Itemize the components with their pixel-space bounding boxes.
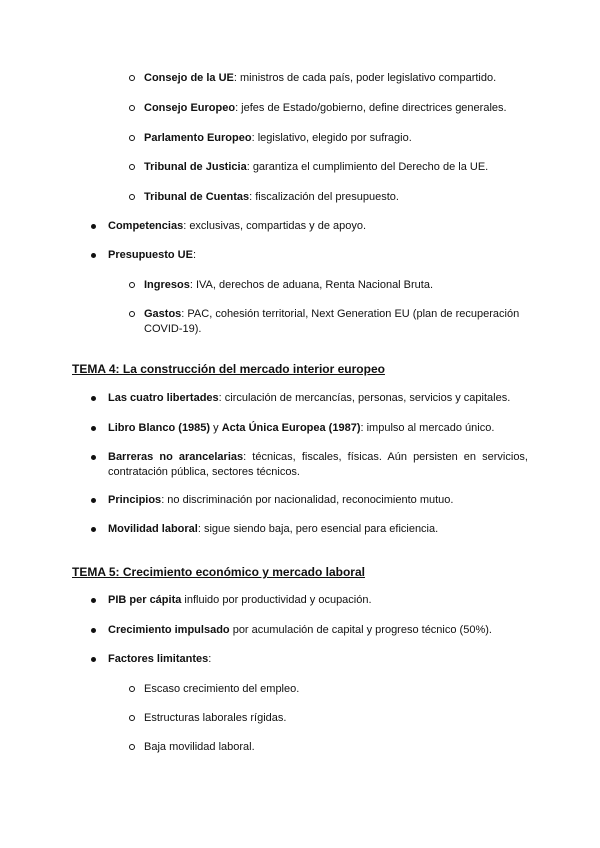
list-item: Gastos: PAC, cohesión territorial, Next Generation EU (plan de recuperación COVID-19). — [144, 308, 520, 335]
list-item: Principios: no discriminación por nacionalidad, reconocimiento mutuo. — [108, 494, 454, 506]
circle-bullet-icon — [129, 75, 135, 81]
bullet-icon — [91, 253, 96, 258]
bullet-icon — [91, 224, 96, 229]
list-item: Tribunal de Justicia: garantiza el cumplimiento del Derecho de la UE. — [144, 161, 489, 173]
bullet-icon — [91, 527, 96, 532]
circle-bullet-icon — [129, 194, 135, 200]
bullet-icon — [91, 396, 96, 401]
list-item: Estructuras laborales rígidas. — [144, 712, 287, 724]
bullet-icon — [91, 455, 96, 460]
circle-bullet-icon — [129, 715, 135, 721]
list-item: Ingresos: IVA, derechos de aduana, Renta Nacional Bruta. — [144, 279, 434, 291]
list-item: Presupuesto UE: — [108, 249, 197, 261]
list-item: Escaso crecimiento del empleo. — [144, 683, 300, 695]
circle-bullet-icon — [129, 105, 135, 111]
list-item: Movilidad laboral: sigue siendo baja, pero esencial para eficiencia. — [108, 523, 439, 535]
list-item: Barreras no arancelarias: técnicas, fiscales, físicas. Aún persisten en servicios, contratación pública, sectores técnicos. — [108, 451, 528, 478]
circle-bullet-icon — [129, 744, 135, 750]
list-item: Factores limitantes: — [108, 653, 212, 665]
circle-bullet-icon — [129, 311, 135, 317]
list-item: Libro Blanco (1985) y Acta Única Europea (1987): impulso al mercado único. — [108, 422, 495, 434]
list-item: Tribunal de Cuentas: fiscalización del presupuesto. — [144, 191, 399, 203]
bullet-icon — [91, 426, 96, 431]
bullet-icon — [91, 628, 96, 633]
list-item: Baja movilidad laboral. — [144, 741, 255, 753]
list-item: Consejo de la UE: ministros de cada país, poder legislativo compartido. — [144, 72, 497, 84]
circle-bullet-icon — [129, 686, 135, 692]
list-item: Competencias: exclusivas, compartidas y de apoyo. — [108, 220, 367, 232]
circle-bullet-icon — [129, 282, 135, 288]
bullet-icon — [91, 598, 96, 603]
bullet-icon — [91, 657, 96, 662]
list-item: Crecimiento impulsado por acumulación de capital y progreso técnico (50%). — [108, 624, 492, 636]
circle-bullet-icon — [129, 164, 135, 170]
list-item: PIB per cápita influido por productividad y ocupación. — [108, 594, 372, 606]
section-heading-tema4: TEMA 4: La construcción del mercado interior europeo — [72, 362, 385, 376]
list-item: Consejo Europeo: jefes de Estado/gobierno, define directrices generales. — [144, 102, 507, 114]
bullet-icon — [91, 498, 96, 503]
list-item: Parlamento Europeo: legislativo, elegido por sufragio. — [144, 132, 412, 144]
list-item: Las cuatro libertades: circulación de mercancías, personas, servicios y capitales. — [108, 392, 511, 404]
circle-bullet-icon — [129, 135, 135, 141]
section-heading-tema5: TEMA 5: Crecimiento económico y mercado laboral — [72, 565, 365, 579]
